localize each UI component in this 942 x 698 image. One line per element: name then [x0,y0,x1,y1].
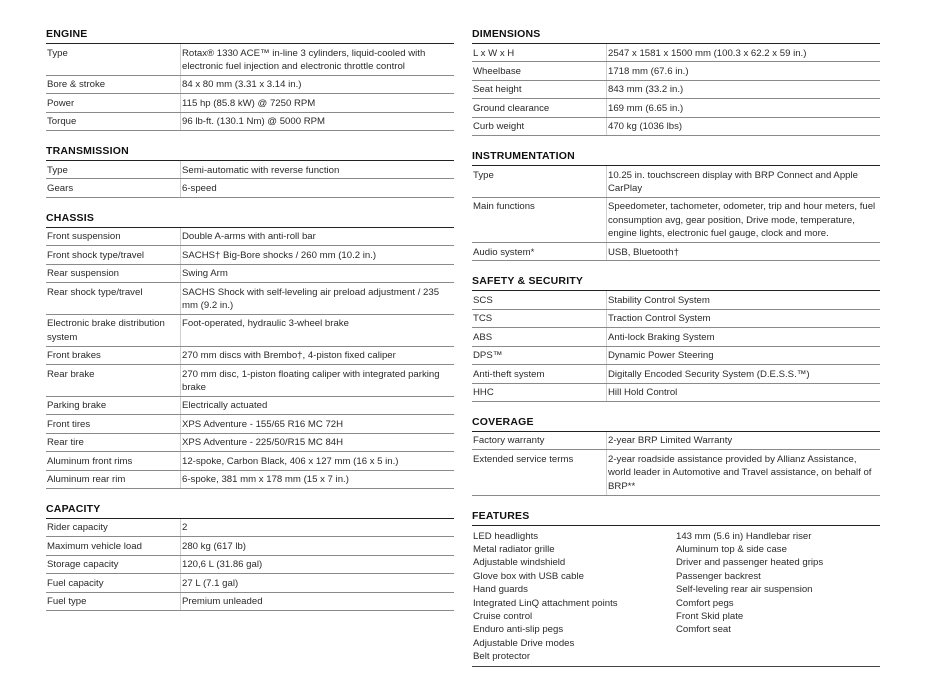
spec-label: Type [47,47,68,59]
spec-section-safety-security [472,271,880,401]
spec-label: SCS [473,294,493,306]
feature-item: Driver and passenger heated grips [676,557,824,569]
spec-label: Rear shock type/travel [47,286,143,298]
spec-label: Rear brake [47,368,95,380]
spec-row [46,246,454,264]
spec-row [46,452,454,470]
spec-row [472,291,880,309]
spec-value: 470 kg (1036 lbs) [606,118,880,135]
feature-item: Self-leveling rear air suspension [676,584,813,596]
spec-section-engine [46,24,454,131]
features-list [472,526,880,667]
spec-value: 27 L (7.1 gal) [180,574,454,591]
spec-row [46,315,454,347]
spec-value: Speedometer, tachometer, odometer, trip and hour meters, fuel consumption avg, gear position, Drive mode, temperature, engine lights, electronic fuel gauge, clock and more. [606,198,880,242]
spec-label: L x W x H [473,47,515,59]
spec-value: 6-spoke, 381 mm x 178 mm (15 x 7 in.) [180,471,454,488]
section-title: SAFETY & SECURITY [472,271,880,291]
spec-value: XPS Adventure - 155/65 R16 MC 72H [180,415,454,432]
feature-item: Glove box with USB cable [473,570,584,582]
spec-row [46,94,454,112]
spec-row [46,574,454,592]
spec-label: Bore & stroke [47,79,106,91]
feature-item: Comfort pegs [676,597,734,609]
spec-label: Maximum vehicle load [47,540,142,552]
spec-row [46,365,454,397]
spec-value: Rotax® 1330 ACE™ in-line 3 cylinders, liquid-cooled with electronic fuel injection and electronic throttle control [180,44,454,75]
spec-value: Stability Control System [606,291,880,308]
spec-row [472,118,880,136]
spec-label: Fuel type [47,596,87,608]
section-title: DIMENSIONS [472,24,880,44]
feature-item: Adjustable Drive modes [473,637,575,649]
spec-row [46,471,454,489]
spec-label: Electronic brake distribution system [47,318,165,343]
spec-label: Front brakes [47,350,101,362]
spec-label: Front suspension [47,231,121,243]
spec-value: Double A-arms with anti-roll bar [180,228,454,245]
spec-label: Seat height [473,84,522,96]
spec-section-chassis [46,208,454,489]
spec-value: 96 lb-ft. (130.1 Nm) @ 5000 RPM [180,113,454,130]
spec-row [472,328,880,346]
spec-label: Extended service terms [473,453,574,465]
spec-value: Swing Arm [180,265,454,282]
spec-row [472,450,880,495]
feature-item: 143 mm (5.6 in) Handlebar riser [676,530,812,542]
section-title: CAPACITY [46,499,454,519]
spec-label: Front tires [47,418,91,430]
spec-label: Type [473,169,494,181]
section-title: INSTRUMENTATION [472,146,880,166]
spec-label: Aluminum front rims [47,455,133,467]
spec-row [46,519,454,537]
spec-value: 2 [180,519,454,536]
spec-row [46,434,454,452]
spec-row [472,166,880,198]
feature-item: Integrated LinQ attachment points [473,597,618,609]
spec-value: SACHS† Big-Bore shocks / 260 mm (10.2 in.) [180,246,454,263]
spec-row [472,310,880,328]
spec-value: Anti-lock Braking System [606,328,880,345]
spec-row [472,432,880,450]
spec-value: 2-year roadside assistance provided by Allianz Assistance, world leader in Automotive and Travel assistance, on behalf of BRP** [606,450,880,494]
spec-label: Torque [47,116,77,128]
left-column [46,24,454,621]
feature-item: Belt protector [473,651,531,663]
spec-value: 2-year BRP Limited Warranty [606,432,880,449]
spec-label: Factory warranty [473,435,545,447]
spec-row [472,62,880,80]
section-title: COVERAGE [472,412,880,432]
spec-value: 280 kg (617 lb) [180,537,454,554]
spec-row [46,415,454,433]
spec-value: 115 hp (85.8 kW) @ 7250 RPM [180,94,454,111]
spec-label: TCS [473,313,493,325]
feature-item: Adjustable windshield [473,557,566,569]
spec-section-dimensions [472,24,880,136]
spec-value: 270 mm discs with Brembo†, 4-piston fixed caliper [180,347,454,364]
spec-value: Foot-operated, hydraulic 3-wheel brake [180,315,454,346]
spec-value: 120,6 L (31.86 gal) [180,556,454,573]
spec-row [46,283,454,315]
section-title: TRANSMISSION [46,141,454,161]
spec-row [472,44,880,62]
spec-label: Curb weight [473,121,525,133]
feature-item: Metal radiator grille [473,543,555,555]
spec-value: SACHS Shock with self-leveling air preload adjustment / 235 mm (9.2 in.) [180,283,454,314]
spec-label: Rear suspension [47,268,119,280]
spec-value: 1718 mm (67.6 in.) [606,62,880,79]
spec-value: 270 mm disc, 1-piston floating caliper with integrated parking brake [180,365,454,396]
spec-row [46,228,454,246]
spec-row [472,198,880,243]
spec-row [46,161,454,179]
spec-section-capacity [46,499,454,611]
spec-row [472,99,880,117]
spec-row [46,113,454,131]
features-column-2 [675,530,878,664]
spec-label: Type [47,164,68,176]
spec-value: Hill Hold Control [606,384,880,401]
right-column [472,24,880,677]
spec-row [46,76,454,94]
spec-label: Wheelbase [473,65,521,77]
spec-value: 6-speed [180,179,454,196]
spec-label: DPS™ [473,350,503,362]
feature-item: Front Skid plate [676,610,744,622]
spec-value: 84 x 80 mm (3.31 x 3.14 in.) [180,76,454,93]
spec-label: Power [47,97,75,109]
spec-label: HHC [473,387,494,398]
spec-row [472,81,880,99]
feature-item: Comfort seat [676,624,731,636]
spec-value: 2547 x 1581 x 1500 mm (100.3 x 62.2 x 59 in.) [606,44,880,61]
spec-value: Electrically actuated [180,397,454,414]
spec-value: 843 mm (33.2 in.) [606,81,880,98]
section-title: CHASSIS [46,208,454,228]
spec-value: XPS Adventure - 225/50/R15 MC 84H [180,434,454,451]
spec-row [46,265,454,283]
spec-label: Rear tire [47,437,84,449]
spec-label: Gears [47,182,74,194]
spec-label: Audio system* [473,246,535,258]
spec-value: USB, Bluetooth† [606,243,880,260]
features-section [472,506,880,667]
spec-section-coverage [472,412,880,496]
spec-value: 169 mm (6.65 in.) [606,99,880,116]
spec-label: Storage capacity [47,559,119,571]
spec-row [46,44,454,76]
spec-row [472,347,880,365]
spec-row [46,537,454,555]
spec-row [46,397,454,415]
spec-value: 10.25 in. touchscreen display with BRP Connect and Apple CarPlay [606,166,880,197]
section-title: ENGINE [46,24,454,44]
spec-section-transmission [46,141,454,198]
spec-label: Rider capacity [47,522,108,534]
spec-value: Dynamic Power Steering [606,347,880,364]
spec-row [46,347,454,365]
spec-row [46,593,454,611]
feature-item: Aluminum top & side case [676,543,787,555]
spec-row [46,556,454,574]
spec-value: Semi-automatic with reverse function [180,161,454,178]
spec-label: Front shock type/travel [47,249,145,261]
spec-row [472,365,880,383]
spec-label: ABS [473,331,493,343]
spec-label: Main functions [473,201,535,213]
feature-item: Enduro anti-slip pegs [473,624,564,636]
spec-value: 12-spoke, Carbon Black, 406 x 127 mm (16 x 5 in.) [180,452,454,469]
spec-value: Digitally Encoded Security System (D.E.S.S.™) [606,365,880,382]
section-title: FEATURES [472,506,880,526]
spec-value: Premium unleaded [180,593,454,610]
spec-label: Parking brake [47,400,107,412]
feature-item: LED headlights [473,530,539,542]
spec-label: Aluminum rear rim [47,474,126,486]
feature-item: Hand guards [473,584,528,596]
spec-row [46,179,454,197]
features-column-1 [472,530,675,664]
spec-section-instrumentation [472,146,880,261]
spec-row [472,384,880,402]
spec-label: Ground clearance [473,102,550,114]
feature-item: Passenger backrest [676,570,761,582]
spec-label: Fuel capacity [47,577,104,589]
feature-item: Cruise control [473,610,533,622]
spec-row [472,243,880,261]
spec-value: Traction Control System [606,310,880,327]
spec-label: Anti-theft system [473,368,545,380]
